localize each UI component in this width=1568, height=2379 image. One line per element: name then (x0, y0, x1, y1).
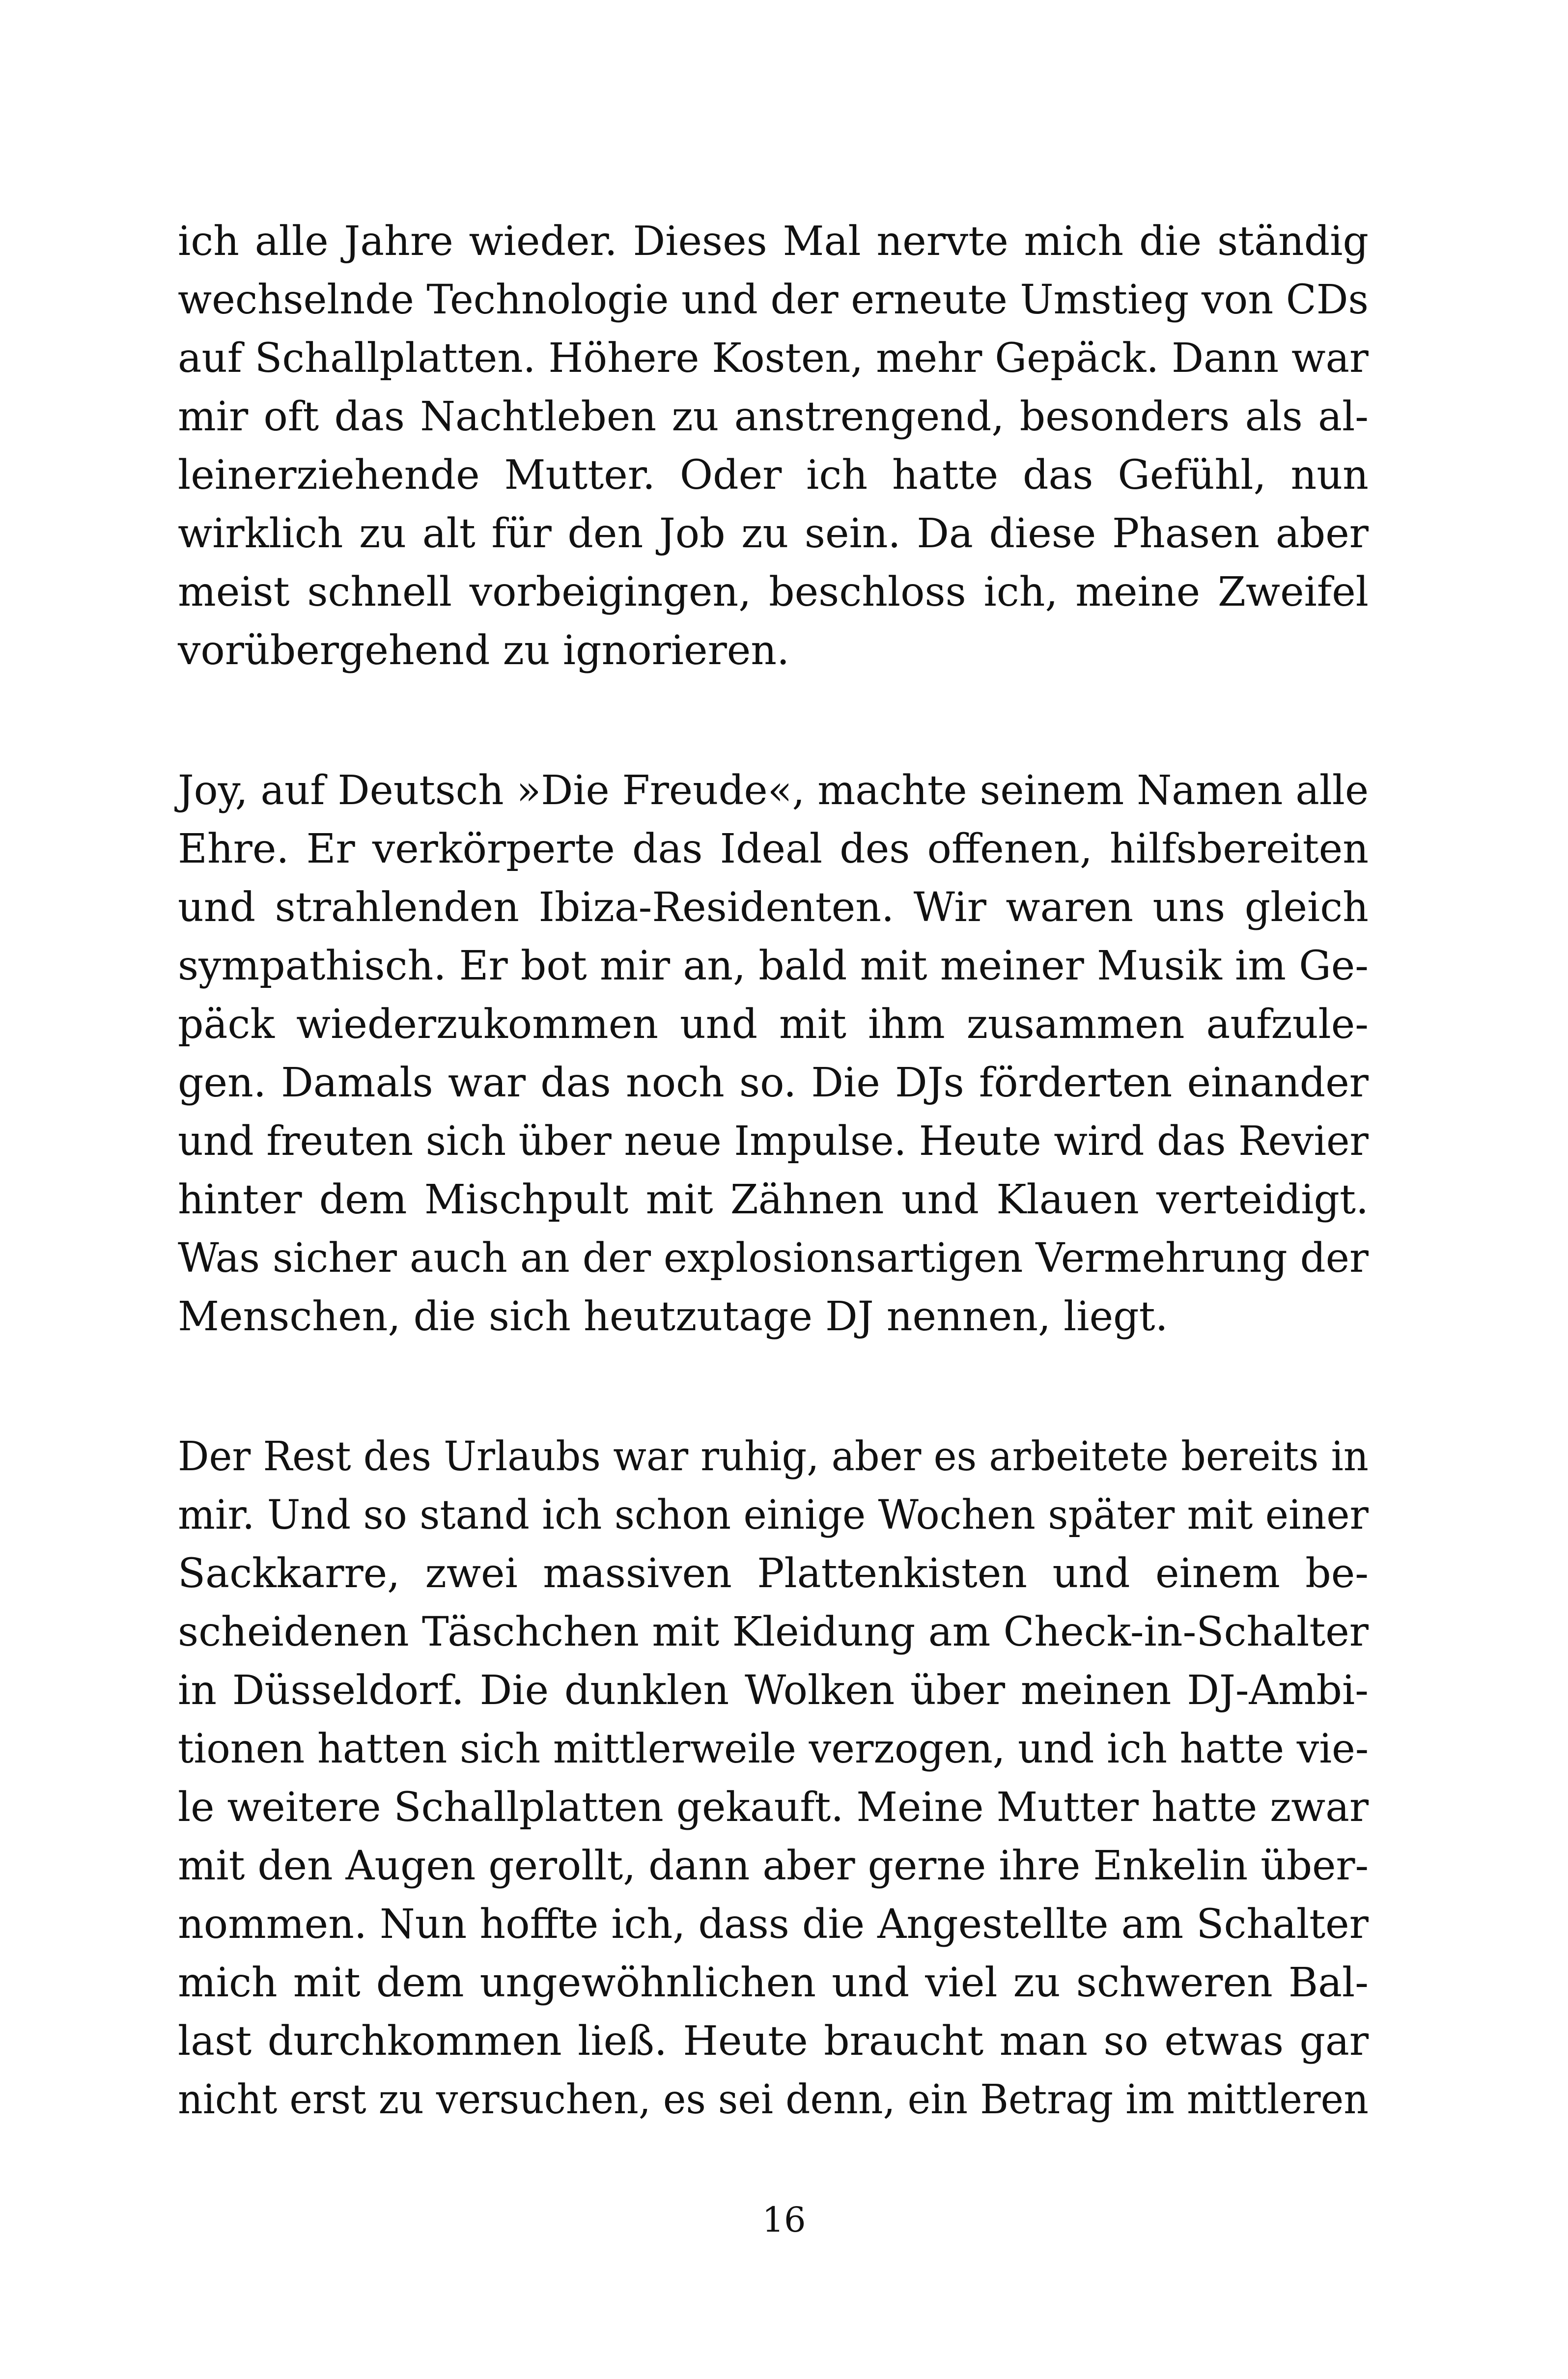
text-line: mir oft das Nachtleben zu anstrengend, besonders als al- (178, 393, 1369, 440)
text-line: Ehre. Er verkörperte das Ideal des offenen, hilfsbereiten (178, 826, 1369, 872)
text-line: und strahlenden Ibiza-Residenten. Wir waren uns gleich (178, 884, 1369, 931)
text-line: wechselnde Technologie und der erneute Umstieg von CDs (178, 277, 1369, 323)
text-line: leinerziehende Mutter. Oder ich hatte das Gefühl, nun (178, 452, 1369, 499)
text-line: Joy, auf Deutsch »Die Freude«, machte seinem Namen alle (178, 767, 1369, 814)
text-line: mir. Und so stand ich schon einige Wochen später mit einer (178, 1492, 1369, 1539)
text-line: meist schnell vorbeigingen, beschloss ich, meine Zweifel (178, 569, 1369, 616)
text-line: päck wiederzukommen und mit ihm zusammen aufzule- (178, 1001, 1369, 1048)
page-number: 16 (762, 2200, 806, 2240)
text-line: und freuten sich über neue Impulse. Heute wird das Revier (178, 1118, 1369, 1165)
text-line: scheidenen Täschchen mit Kleidung am Check-in-Schalter (178, 1609, 1369, 1655)
paragraph-gap (178, 1346, 1369, 1427)
text-line: last durchkommen ließ. Heute braucht man so etwas gar (178, 2018, 1369, 2065)
text-line: nicht erst zu versuchen, es sei denn, ein Betrag im mittleren (178, 2076, 1369, 2123)
text-line: wirklich zu alt für den Job zu sein. Da diese Phasen aber (178, 510, 1369, 557)
text-line: mich mit dem ungewöhnlichen und viel zu schweren Bal- (178, 1959, 1369, 2006)
text-line: Sackkarre, zwei massiven Plattenkisten und einem be- (178, 1550, 1369, 1597)
text-line: auf Schallplatten. Höhere Kosten, mehr Gepäck. Dann war (178, 335, 1369, 382)
paragraph-3 (178, 1427, 1369, 2129)
text-line: in Düsseldorf. Die dunklen Wolken über meinen DJ-Ambi- (178, 1667, 1369, 1714)
text-line: vorübergehend zu ignorieren. (178, 627, 790, 674)
paragraph-gap (178, 680, 1369, 761)
text-line: tionen hatten sich mittlerweile verzogen, und ich hatte vie- (178, 1726, 1369, 1772)
paragraph-2 (178, 761, 1369, 1346)
text-line: Was sicher auch an der explosionsartigen Vermehrung der (178, 1235, 1369, 1282)
text-line: Der Rest des Urlaubs war ruhig, aber es arbeitete bereits in (178, 1433, 1369, 1480)
text-line: sympathisch. Er bot mir an, bald mit meiner Musik im Ge- (178, 943, 1369, 989)
text-line: gen. Damals war das noch so. Die DJs förderten einander (178, 1060, 1369, 1106)
paragraph-1 (178, 212, 1369, 680)
text-line: nommen. Nun hoffte ich, dass die Angestellte am Schalter (178, 1901, 1369, 1948)
text-line: le weitere Schallplatten gekauft. Meine Mutter hatte zwar (178, 1784, 1369, 1831)
body-text (178, 212, 1369, 2129)
text-line: mit den Augen gerollt, dann aber gerne ihre Enkelin über- (178, 1843, 1369, 1889)
text-line: Menschen, die sich heutzutage DJ nennen, liegt. (178, 1293, 1168, 1340)
text-line: ich alle Jahre wieder. Dieses Mal nervte mich die ständig (178, 218, 1369, 265)
text-line: hinter dem Mischpult mit Zähnen und Klauen verteidigt. (178, 1176, 1369, 1223)
